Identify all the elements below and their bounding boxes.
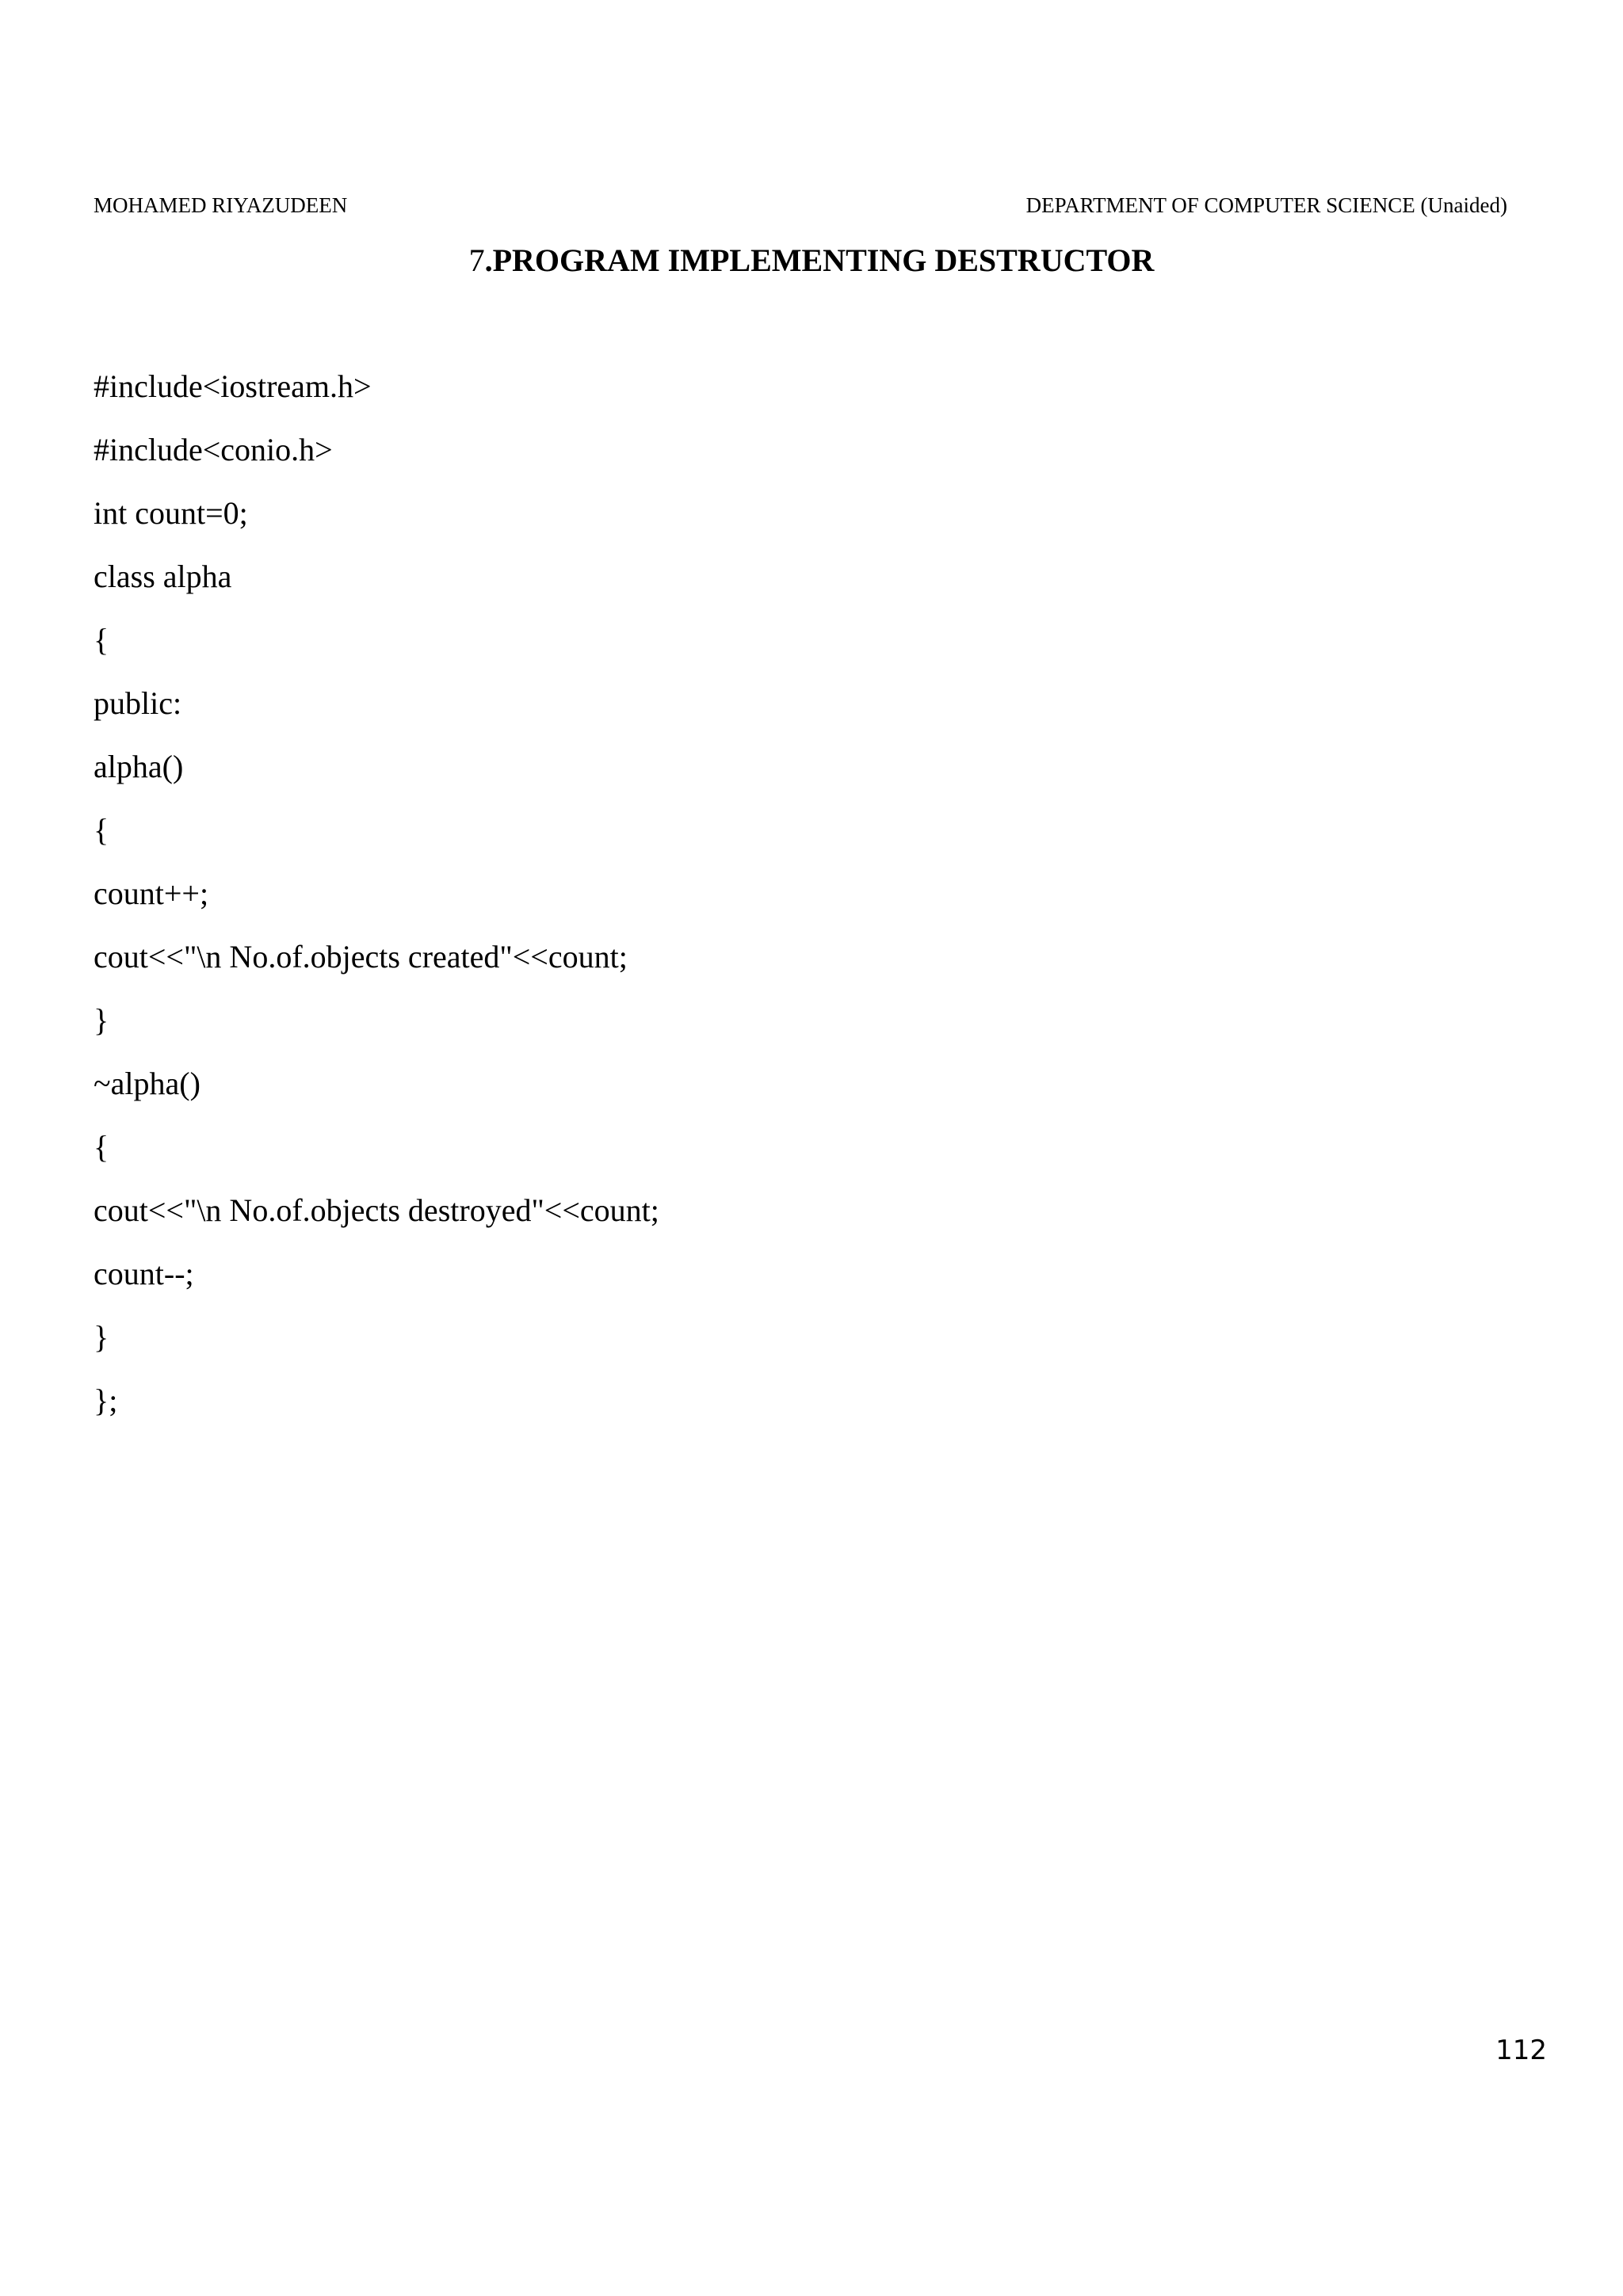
code-line: class alpha: [94, 559, 232, 594]
code-line: {: [94, 622, 109, 658]
code-line: public:: [94, 685, 182, 721]
code-line: {: [94, 812, 109, 848]
title-number: 7: [468, 242, 485, 278]
code-line: ~alpha(): [94, 1066, 200, 1101]
code-line: {: [94, 1129, 109, 1165]
code-line: cout<<"\n No.of.objects created"<<count;: [94, 939, 628, 974]
header-department: DEPARTMENT OF COMPUTER SCIENCE (Unaided): [1025, 193, 1507, 217]
header-author: MOHAMED RIYAZUDEEN: [94, 193, 348, 217]
code-line: };: [94, 1383, 118, 1418]
code-line: }: [94, 1002, 109, 1038]
code-listing: [94, 366, 659, 1444]
title-text: .PROGRAM IMPLEMENTING DESTRUCTOR: [484, 242, 1155, 278]
code-line: int count=0;: [94, 495, 248, 531]
page-number: 112: [1495, 2035, 1547, 2066]
page-title: [0, 242, 1623, 280]
code-line: #include<iostream.h>: [94, 368, 372, 404]
code-line: #include<conio.h>: [94, 432, 333, 467]
code-line: count--;: [94, 1256, 194, 1291]
code-line: count++;: [94, 875, 209, 911]
code-line: }: [94, 1319, 109, 1355]
code-line: cout<<"\n No.of.objects destroyed"<<count;: [94, 1192, 659, 1228]
code-line: alpha(): [94, 749, 184, 784]
